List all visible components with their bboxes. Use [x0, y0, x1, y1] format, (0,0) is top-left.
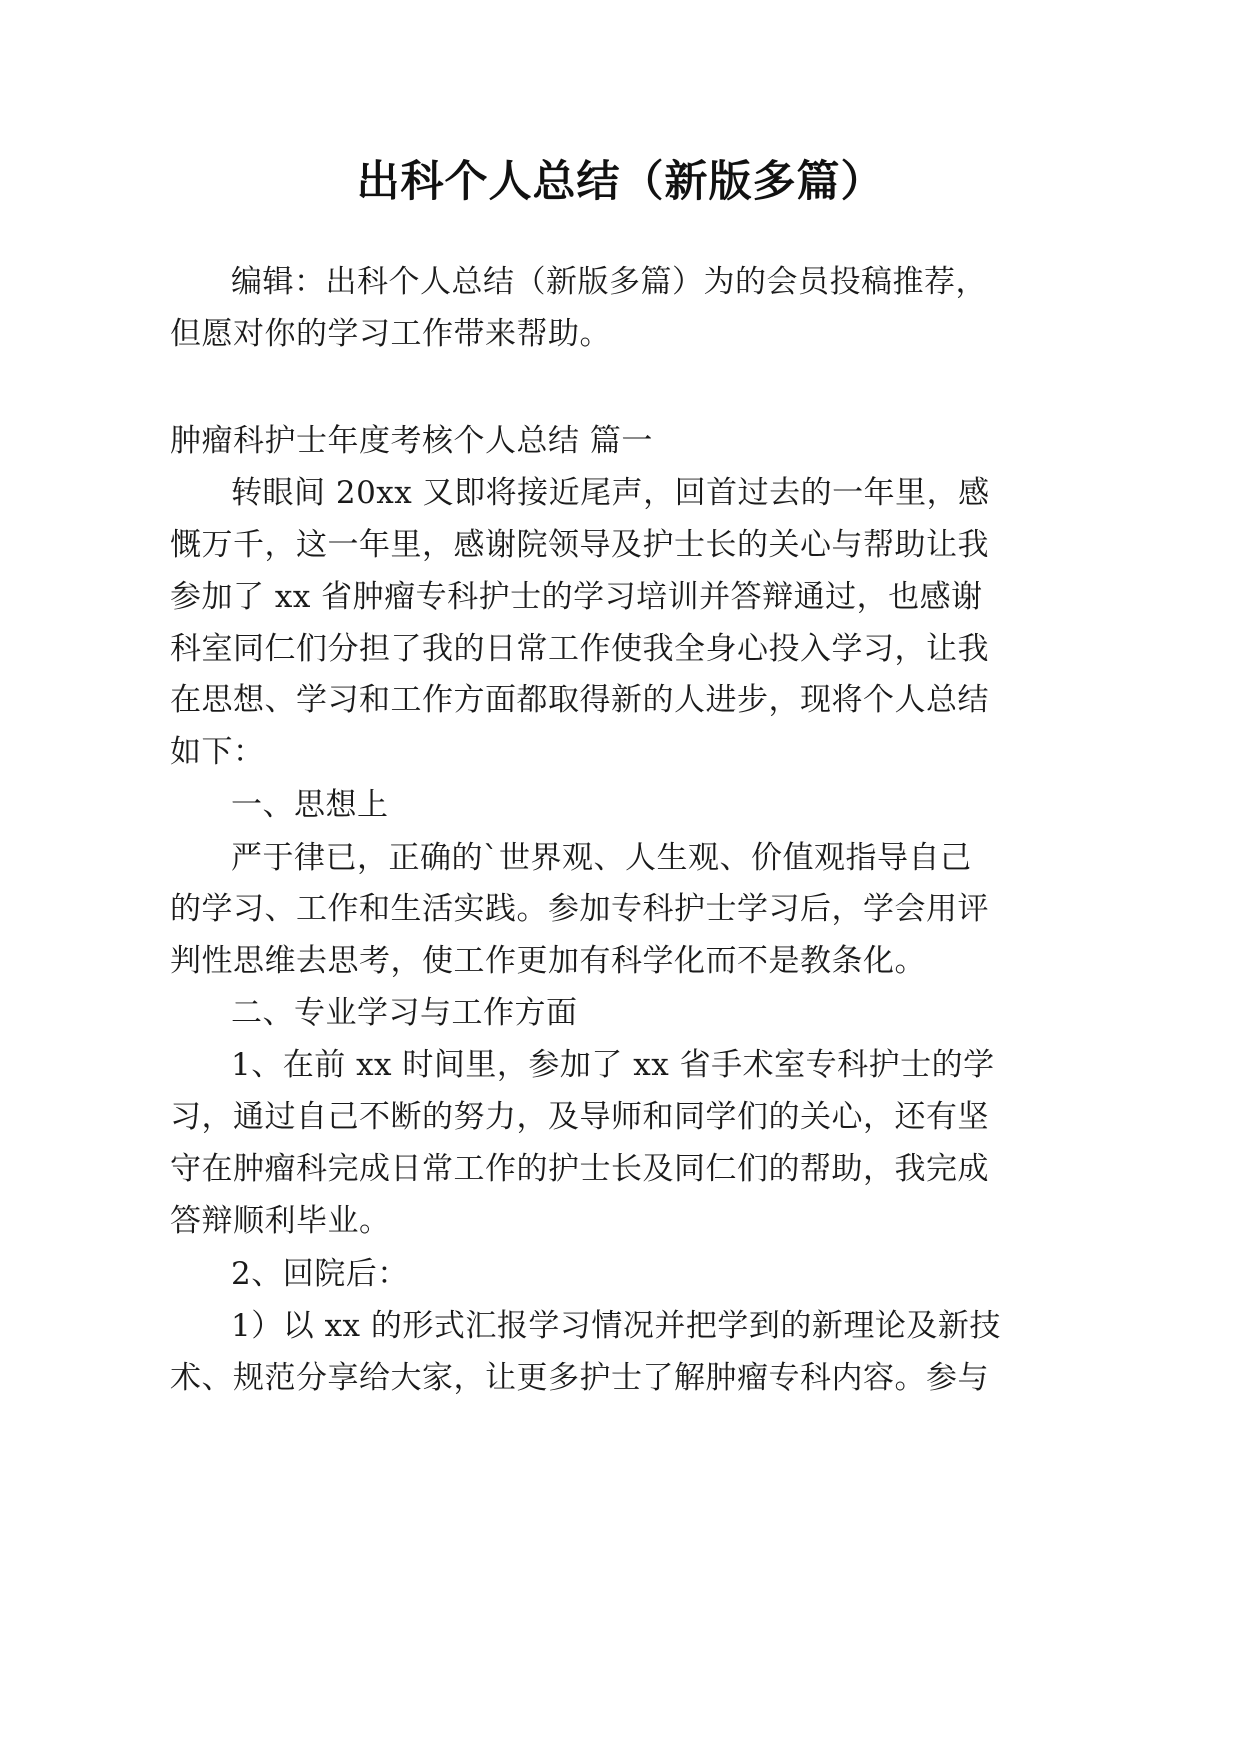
paragraph-line: 习，通过自己不断的努力，及导师和同学们的关心，还有坚 — [170, 1099, 989, 1135]
paragraph-line: 严于律已，正确的`世界观、人生观、价值观指导自己 — [231, 840, 972, 876]
paragraph-line: 慨万千，这一年里，感谢院领导及护士长的关心与帮助让我 — [170, 527, 989, 563]
document-title: 出科个人总结（新版多篇） — [356, 157, 885, 207]
subheading-thought: 一、思想上 — [231, 787, 389, 823]
paragraph-line: 判性思维去思考，使工作更加有科学化而不是教条化。 — [170, 943, 926, 979]
subheading-professional: 二、专业学习与工作方面 — [231, 995, 578, 1031]
paragraph-line: 1）以 xx 的形式汇报学习情况并把学到的新理论及新技 — [231, 1308, 1001, 1344]
subheading-after-return: 2、回院后： — [231, 1256, 409, 1292]
section-heading: 肿瘤科护士年度考核个人总结 篇一 — [170, 423, 653, 459]
paragraph-line: 转眼间 20xx 又即将接近尾声，回首过去的一年里，感 — [231, 475, 990, 511]
paragraph-line: 参加了 xx 省肿瘤专科护士的学习培训并答辩通过，也感谢 — [170, 579, 983, 615]
intro-line-1: 编辑：出科个人总结（新版多篇）为的会员投稿推荐， — [231, 264, 987, 300]
paragraph-line: 如下： — [170, 734, 265, 770]
paragraph-line: 的学习、工作和生活实践。参加专科护士学习后，学会用评 — [170, 891, 989, 927]
paragraph-line: 答辩顺利毕业。 — [170, 1203, 391, 1239]
paragraph-line: 术、规范分享给大家，让更多护士了解肿瘤专科内容。参与 — [170, 1360, 989, 1396]
paragraph-line: 1、在前 xx 时间里，参加了 xx 省手术室专科护士的学 — [231, 1047, 995, 1083]
intro-line-2: 但愿对你的学习工作带来帮助。 — [170, 316, 611, 352]
paragraph-line: 科室同仁们分担了我的日常工作使我全身心投入学习，让我 — [170, 631, 989, 667]
paragraph-line: 守在肿瘤科完成日常工作的护士长及同仁们的帮助，我完成 — [170, 1151, 989, 1187]
paragraph-line: 在思想、学习和工作方面都取得新的人进步，现将个人总结 — [170, 682, 989, 718]
